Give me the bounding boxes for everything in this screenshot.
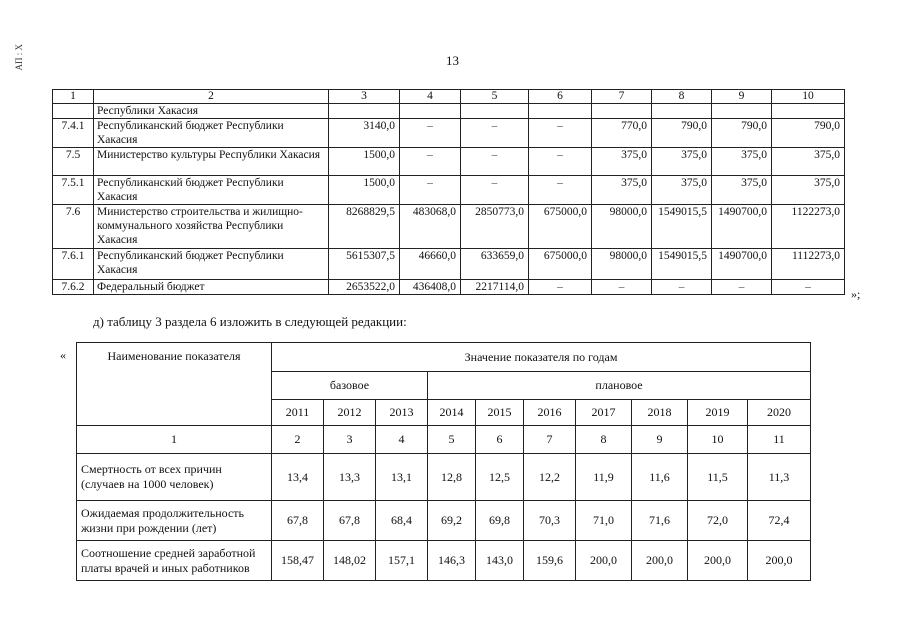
value-cell: 13,4 [272, 454, 324, 501]
column-number-cell: 10 [688, 426, 748, 454]
value-cell: 159,6 [524, 541, 576, 581]
row-code-cell: 7.6.1 [53, 249, 94, 280]
value-cell [400, 104, 461, 119]
column-number-cell: 4 [400, 90, 461, 104]
value-cell: 1500,0 [329, 176, 400, 205]
indicator-name-cell: Ожидаемая продолжительность жизни при рождении (лет) [77, 501, 272, 541]
table-header-row [53, 90, 845, 104]
value-cell: 375,0 [772, 176, 845, 205]
value-cell: 375,0 [772, 148, 845, 176]
column-number-cell: 8 [576, 426, 632, 454]
value-cell: 483068,0 [400, 205, 461, 249]
column-number-cell: 8 [652, 90, 712, 104]
value-cell: 675000,0 [529, 205, 592, 249]
column-number-cell: 3 [324, 426, 376, 454]
value-cell: 375,0 [652, 176, 712, 205]
value-cell: 1549015,5 [652, 205, 712, 249]
value-cell: 8268829,5 [329, 205, 400, 249]
value-cell: – [461, 119, 529, 148]
value-cell: 11,6 [632, 454, 688, 501]
value-cell: 2217114,0 [461, 280, 529, 295]
value-cell: 71,0 [576, 501, 632, 541]
value-cell: 633659,0 [461, 249, 529, 280]
value-cell [772, 104, 845, 119]
table-row [53, 249, 845, 280]
value-cell: 200,0 [576, 541, 632, 581]
instruction-text: д) таблицу 3 раздела 6 изложить в следующей редакции: [93, 314, 407, 329]
value-cell [329, 104, 400, 119]
column-number-cell: 1 [77, 426, 272, 454]
value-cell: 436408,0 [400, 280, 461, 295]
value-cell: 70,3 [524, 501, 576, 541]
value-cell: 375,0 [712, 176, 772, 205]
column-number-cell: 7 [592, 90, 652, 104]
year-cell: 2019 [688, 400, 748, 426]
base-header: базовое [272, 372, 428, 400]
value-cell [461, 104, 529, 119]
row-name-cell: Министерство культуры Республики Хакасия [94, 148, 329, 176]
year-cell: 2016 [524, 400, 576, 426]
value-cell: 375,0 [652, 148, 712, 176]
table-row [77, 541, 811, 581]
year-cell: 2012 [324, 400, 376, 426]
value-cell: 71,6 [632, 501, 688, 541]
value-cell: 770,0 [592, 119, 652, 148]
indicator-name-header: Наименование показателя [77, 343, 272, 426]
table-row [53, 205, 845, 249]
value-cell: 46660,0 [400, 249, 461, 280]
value-cell: 1122273,0 [772, 205, 845, 249]
table-row [53, 280, 845, 295]
value-cell: 1549015,5 [652, 249, 712, 280]
page-number: 13 [446, 53, 459, 68]
value-cell: 1490700,0 [712, 205, 772, 249]
value-cell: 790,0 [652, 119, 712, 148]
value-cell: 13,3 [324, 454, 376, 501]
budget-table [52, 89, 845, 295]
value-cell: 675000,0 [529, 249, 592, 280]
year-cell: 2020 [748, 400, 811, 426]
value-cell: 1500,0 [329, 148, 400, 176]
margin-note: АП : Х [14, 44, 24, 71]
value-cell: 146,3 [428, 541, 476, 581]
row-code-cell: 7.6.2 [53, 280, 94, 295]
value-cell: 148,02 [324, 541, 376, 581]
value-cell: 11,3 [748, 454, 811, 501]
value-cell: 67,8 [272, 501, 324, 541]
year-cell: 2017 [576, 400, 632, 426]
value-cell: 69,8 [476, 501, 524, 541]
value-cell: 375,0 [592, 148, 652, 176]
indicator-name-cell: Смертность от всех причин (случаев на 1000 человек) [77, 454, 272, 501]
row-code-cell: 7.4.1 [53, 119, 94, 148]
value-cell: 200,0 [748, 541, 811, 581]
value-cell: 790,0 [772, 119, 845, 148]
year-cell: 2013 [376, 400, 428, 426]
value-cell [592, 104, 652, 119]
value-cell [652, 104, 712, 119]
value-cell: 98000,0 [592, 205, 652, 249]
value-cell: 11,9 [576, 454, 632, 501]
value-cell: – [400, 148, 461, 176]
plan-header: плановое [428, 372, 811, 400]
value-cell: 72,0 [688, 501, 748, 541]
value-cell: – [461, 148, 529, 176]
column-number-cell: 5 [461, 90, 529, 104]
value-cell: – [529, 176, 592, 205]
year-cell: 2014 [428, 400, 476, 426]
value-cell: – [712, 280, 772, 295]
value-cell: 69,2 [428, 501, 476, 541]
indicator-name-cell: Соотношение средней заработной платы врачей и иных работников [77, 541, 272, 581]
value-cell: 158,47 [272, 541, 324, 581]
column-number-cell: 1 [53, 90, 94, 104]
value-cell: 13,1 [376, 454, 428, 501]
column-number-cell: 9 [632, 426, 688, 454]
value-cell: – [461, 176, 529, 205]
year-cell: 2015 [476, 400, 524, 426]
year-cell: 2018 [632, 400, 688, 426]
value-cell [529, 104, 592, 119]
table-row [53, 176, 845, 205]
value-cell: 12,2 [524, 454, 576, 501]
value-cell: 375,0 [712, 148, 772, 176]
table-row [77, 501, 811, 541]
year-cell: 2011 [272, 400, 324, 426]
value-cell: – [400, 119, 461, 148]
row-name-cell: Федеральный бюджет [94, 280, 329, 295]
value-cell: 72,4 [748, 501, 811, 541]
value-cell: 2850773,0 [461, 205, 529, 249]
open-quote: « [60, 348, 66, 362]
value-cell: – [652, 280, 712, 295]
column-number-cell: 5 [428, 426, 476, 454]
column-number-cell: 11 [748, 426, 811, 454]
value-cell: 98000,0 [592, 249, 652, 280]
value-cell: 5615307,5 [329, 249, 400, 280]
table-row [77, 454, 811, 501]
value-cell: 3140,0 [329, 119, 400, 148]
table-row [53, 104, 845, 119]
value-cell: – [772, 280, 845, 295]
row-code-cell [53, 104, 94, 119]
value-header: Значение показателя по годам [272, 343, 811, 372]
indicators-table [76, 342, 811, 581]
value-cell: 1112273,0 [772, 249, 845, 280]
row-code-cell: 7.5 [53, 148, 94, 176]
row-code-cell: 7.5.1 [53, 176, 94, 205]
column-number-cell: 7 [524, 426, 576, 454]
value-cell: – [529, 119, 592, 148]
value-cell: 200,0 [688, 541, 748, 581]
value-cell: 67,8 [324, 501, 376, 541]
column-number-cell: 2 [94, 90, 329, 104]
value-cell: – [400, 176, 461, 205]
table-row [53, 148, 845, 176]
value-cell: 790,0 [712, 119, 772, 148]
value-cell: 2653522,0 [329, 280, 400, 295]
value-cell: 143,0 [476, 541, 524, 581]
column-number-cell: 10 [772, 90, 845, 104]
closing-quote: »; [851, 287, 861, 301]
value-cell: 11,5 [688, 454, 748, 501]
value-cell: 68,4 [376, 501, 428, 541]
row-name-cell: Республики Хакасия [94, 104, 329, 119]
column-number-cell: 4 [376, 426, 428, 454]
row-code-cell: 7.6 [53, 205, 94, 249]
value-cell: 1490700,0 [712, 249, 772, 280]
column-number-cell: 6 [476, 426, 524, 454]
value-cell: 157,1 [376, 541, 428, 581]
row-name-cell: Министерство строительства и жилищно-коммунального хозяйства Республики Хакасия [94, 205, 329, 249]
row-name-cell: Республиканский бюджет Республики Хакасия [94, 119, 329, 148]
value-cell: 12,5 [476, 454, 524, 501]
row-name-cell: Республиканский бюджет Республики Хакасия [94, 249, 329, 280]
value-cell [712, 104, 772, 119]
column-number-cell: 9 [712, 90, 772, 104]
row-name-cell: Республиканский бюджет Республики Хакасия [94, 176, 329, 205]
value-cell: 200,0 [632, 541, 688, 581]
value-cell: 375,0 [592, 176, 652, 205]
table-row [53, 119, 845, 148]
value-cell: – [529, 280, 592, 295]
value-cell: – [592, 280, 652, 295]
column-number-cell: 2 [272, 426, 324, 454]
value-cell: 12,8 [428, 454, 476, 501]
column-number-cell: 3 [329, 90, 400, 104]
column-number-cell: 6 [529, 90, 592, 104]
value-cell: – [529, 148, 592, 176]
